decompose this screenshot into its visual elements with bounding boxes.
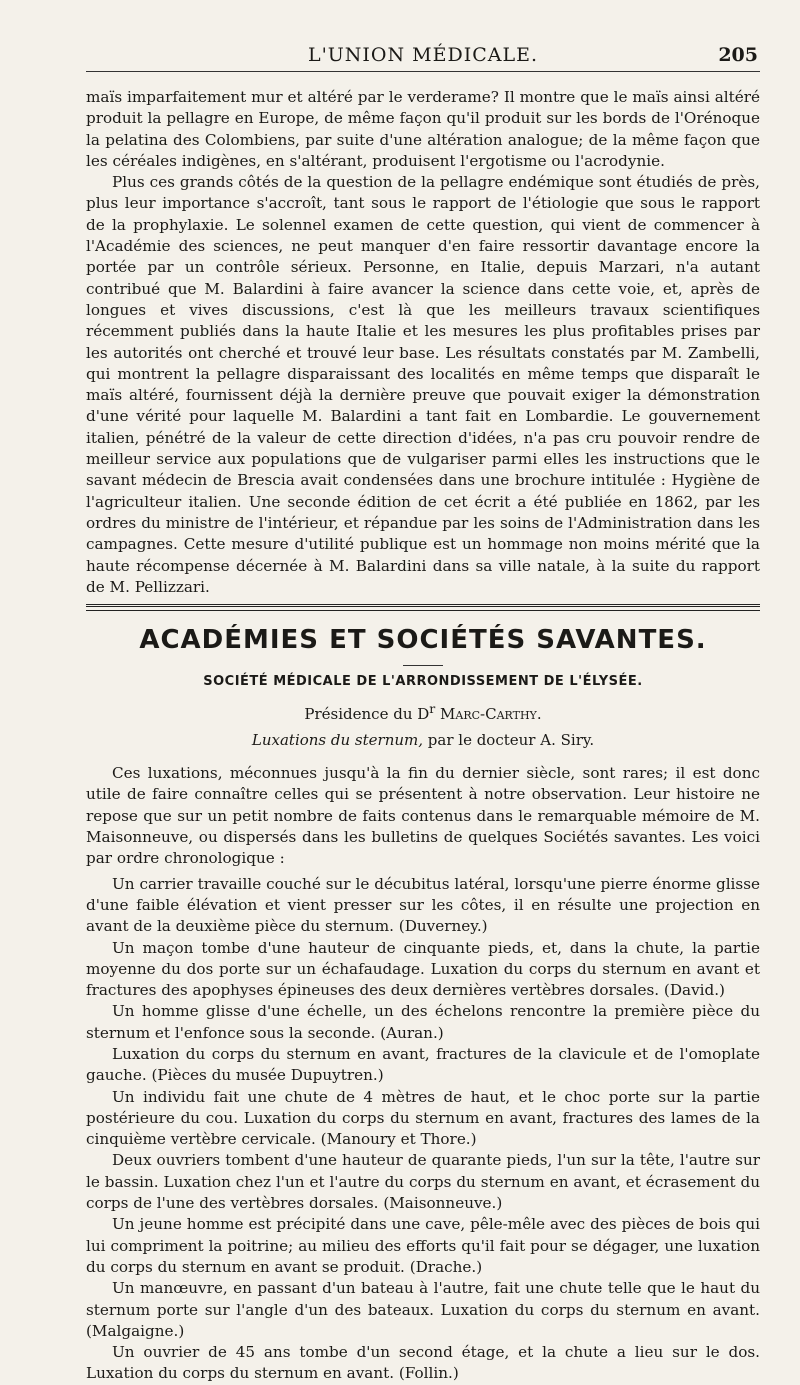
president-name: Marc-Carthy. [440, 705, 542, 724]
heading-rule [403, 665, 443, 666]
case-paragraph: Un ouvrier de 45 ans tombe d'un second étage, et la chute a lieu sur le dos. Luxation du corps du sternum en avant. (Follin.) [86, 1343, 760, 1383]
article-subject [86, 731, 760, 749]
header-rule [86, 71, 760, 72]
society-title: SOCIÉTÉ MÉDICALE DE L'ARRONDISSEMENT DE L'ÉLYSÉE. [203, 674, 643, 690]
case-paragraph: Un carrier travaille couché sur le décubitus latéral, lorsqu'une pierre énorme glisse d'une faible élévation et vient presser sur les côtes, il en résulte une projection en avant de la deuxième pièce du sternum. (Duverney.) [86, 874, 760, 936]
article-author: par le docteur A. Siry. [423, 731, 595, 750]
intro-paragraph: maïs imparfaitement mur et altéré par le verderame? Il montre que le maïs ainsi altéré produit la pellagre en Europe, de même façon qu'il produit sur les bords de l'Orénoque la pelatina des Colombiens, par suite d'une altération analogue; de la même façon que les céréales indigènes, en s'altérant, produisent l'ergotisme ou l'acrodynie. [86, 88, 760, 170]
running-header [86, 40, 760, 70]
case-paragraph: Un maçon tombe d'une hauteur de cinquante pieds, et, dans la chute, la partie moyenne du dos porte sur un échafaudage. Luxation du corps du sternum en avant et fractures des apophyses épineuses des deux dernières vertèbres dorsales. (David.) [86, 938, 760, 1000]
case-paragraph: Deux ouvriers tombent d'une hauteur de quarante pieds, l'un sur la tête, l'autre sur le bassin. Luxation chez l'un et l'autre du corps du sternum en avant, et écrasement du corps de l'une des vertèbres dorsales. (Maisonneuve.) [86, 1151, 760, 1213]
page-number: 205 [718, 44, 758, 66]
case-paragraph: Un manœuvre, en passant d'un bateau à l'autre, fait une chute telle que le haut du sternum porte sur l'angle d'un des bateaux. Luxation du corps du sternum en avant. (Malgaigne.) [86, 1279, 760, 1340]
presidence-sup: r [429, 701, 436, 717]
article-title: Luxations du sternum, [251, 731, 424, 750]
article-paragraph: Ces luxations, méconnues jusqu'à la fin du dernier siècle, sont rares; il est donc utile de faire connaître celles qui se présentent à notre observation. Leur histoire ne repose que sur un petit nombre de faits contenus dans le remarquable mémoire de M. Maisonneuve, ou dispersés dans les bulletins de quelques Sociétés savantes. Les voici par ordre chronologique : [86, 764, 760, 868]
case-paragraph: Luxation du corps du sternum en avant, fractures de la clavicule et de l'omoplate gauche. (Pièces du musée Dupuytren.) [86, 1044, 760, 1085]
intro-paragraph: Plus ces grands côtés de la question de la pellagre endémique sont étudiés de près, plus leur importance s'accroît, tant sous le rapport de l'étiologie que sous le rapport de la prophylaxie. Le solennel examen de cette question, qui vient de commencer à l'Académie des sciences, ne peut manquer d'en faire ressortir davantage encore la portée par un contrôle sérieux. Personne, en Italie, depuis Marzari, n'a autant contribué que M. Balardini à faire avancer la science dans cette voie, et, après de longues et vives discussions, c'est là que les meilleurs travaux scientifiques récemment publiés dans la haute Italie et les mesures les plus profitables prises par les autorités ont cherché et trouvé leur base. Les résultats constatés par M. Zambelli, qui montrent la pellagre disparaissant des localités en même temps que disparaît le maïs altéré, fournissent déjà la dernière preuve que pouvait exiger la démonstration d'une vérité pour laquelle M. Balardini a tant fait en Lombardie. Le gouvernement italien, pénétré de la valeur de cette direction d'idées, n'a pas cru pouvoir rendre de meilleur service aux populations que de vulgariser parmi elles les instructions que le savant médecin de Brescia avait condensées dans une brochure intitulée : Hygiène de l'agriculteur italien. Une seconde édition de cet écrit a été publiée en 1862, par les ordres du ministre de l'intérieur, et répandue par les soins de l'Administration dans les campagnes. Cette mesure d'utilité publique est un hommage non moins mérité que la haute récompense décernée à M. Balardini dans sa ville natale, à la suite du rapport de M. Pellizzari. [86, 173, 760, 596]
presidence-line [86, 701, 760, 723]
case-paragraph: Un individu fait une chute de 4 mètres de haut, et le choc porte sur la partie postérieure du cou. Luxation du corps du sternum en avant, fractures des lames de la cinquième vertèbre cervicale. (Manoury et Thore.) [86, 1087, 760, 1149]
section-heading: ACADÉMIES ET SOCIÉTÉS SAVANTES. [139, 625, 707, 656]
journal-title: L'UNION MÉDICALE. [307, 44, 539, 66]
page-body [86, 87, 760, 1385]
presidence-prefix: Présidence du D [304, 705, 430, 724]
section-separator [86, 604, 760, 611]
case-paragraph: Un jeune homme est précipité dans une cave, pêle-mêle avec des pièces de bois qui lui compriment la poitrine; au milieu des efforts qu'il fait pour se dégager, une luxation du corps du sternum en avant se produit. (Drache.) [86, 1215, 760, 1276]
case-paragraph: Un homme glisse d'une échelle, un des échelons rencontre la première pièce du sternum et l'enfonce sous la seconde. (Auran.) [86, 1002, 760, 1042]
